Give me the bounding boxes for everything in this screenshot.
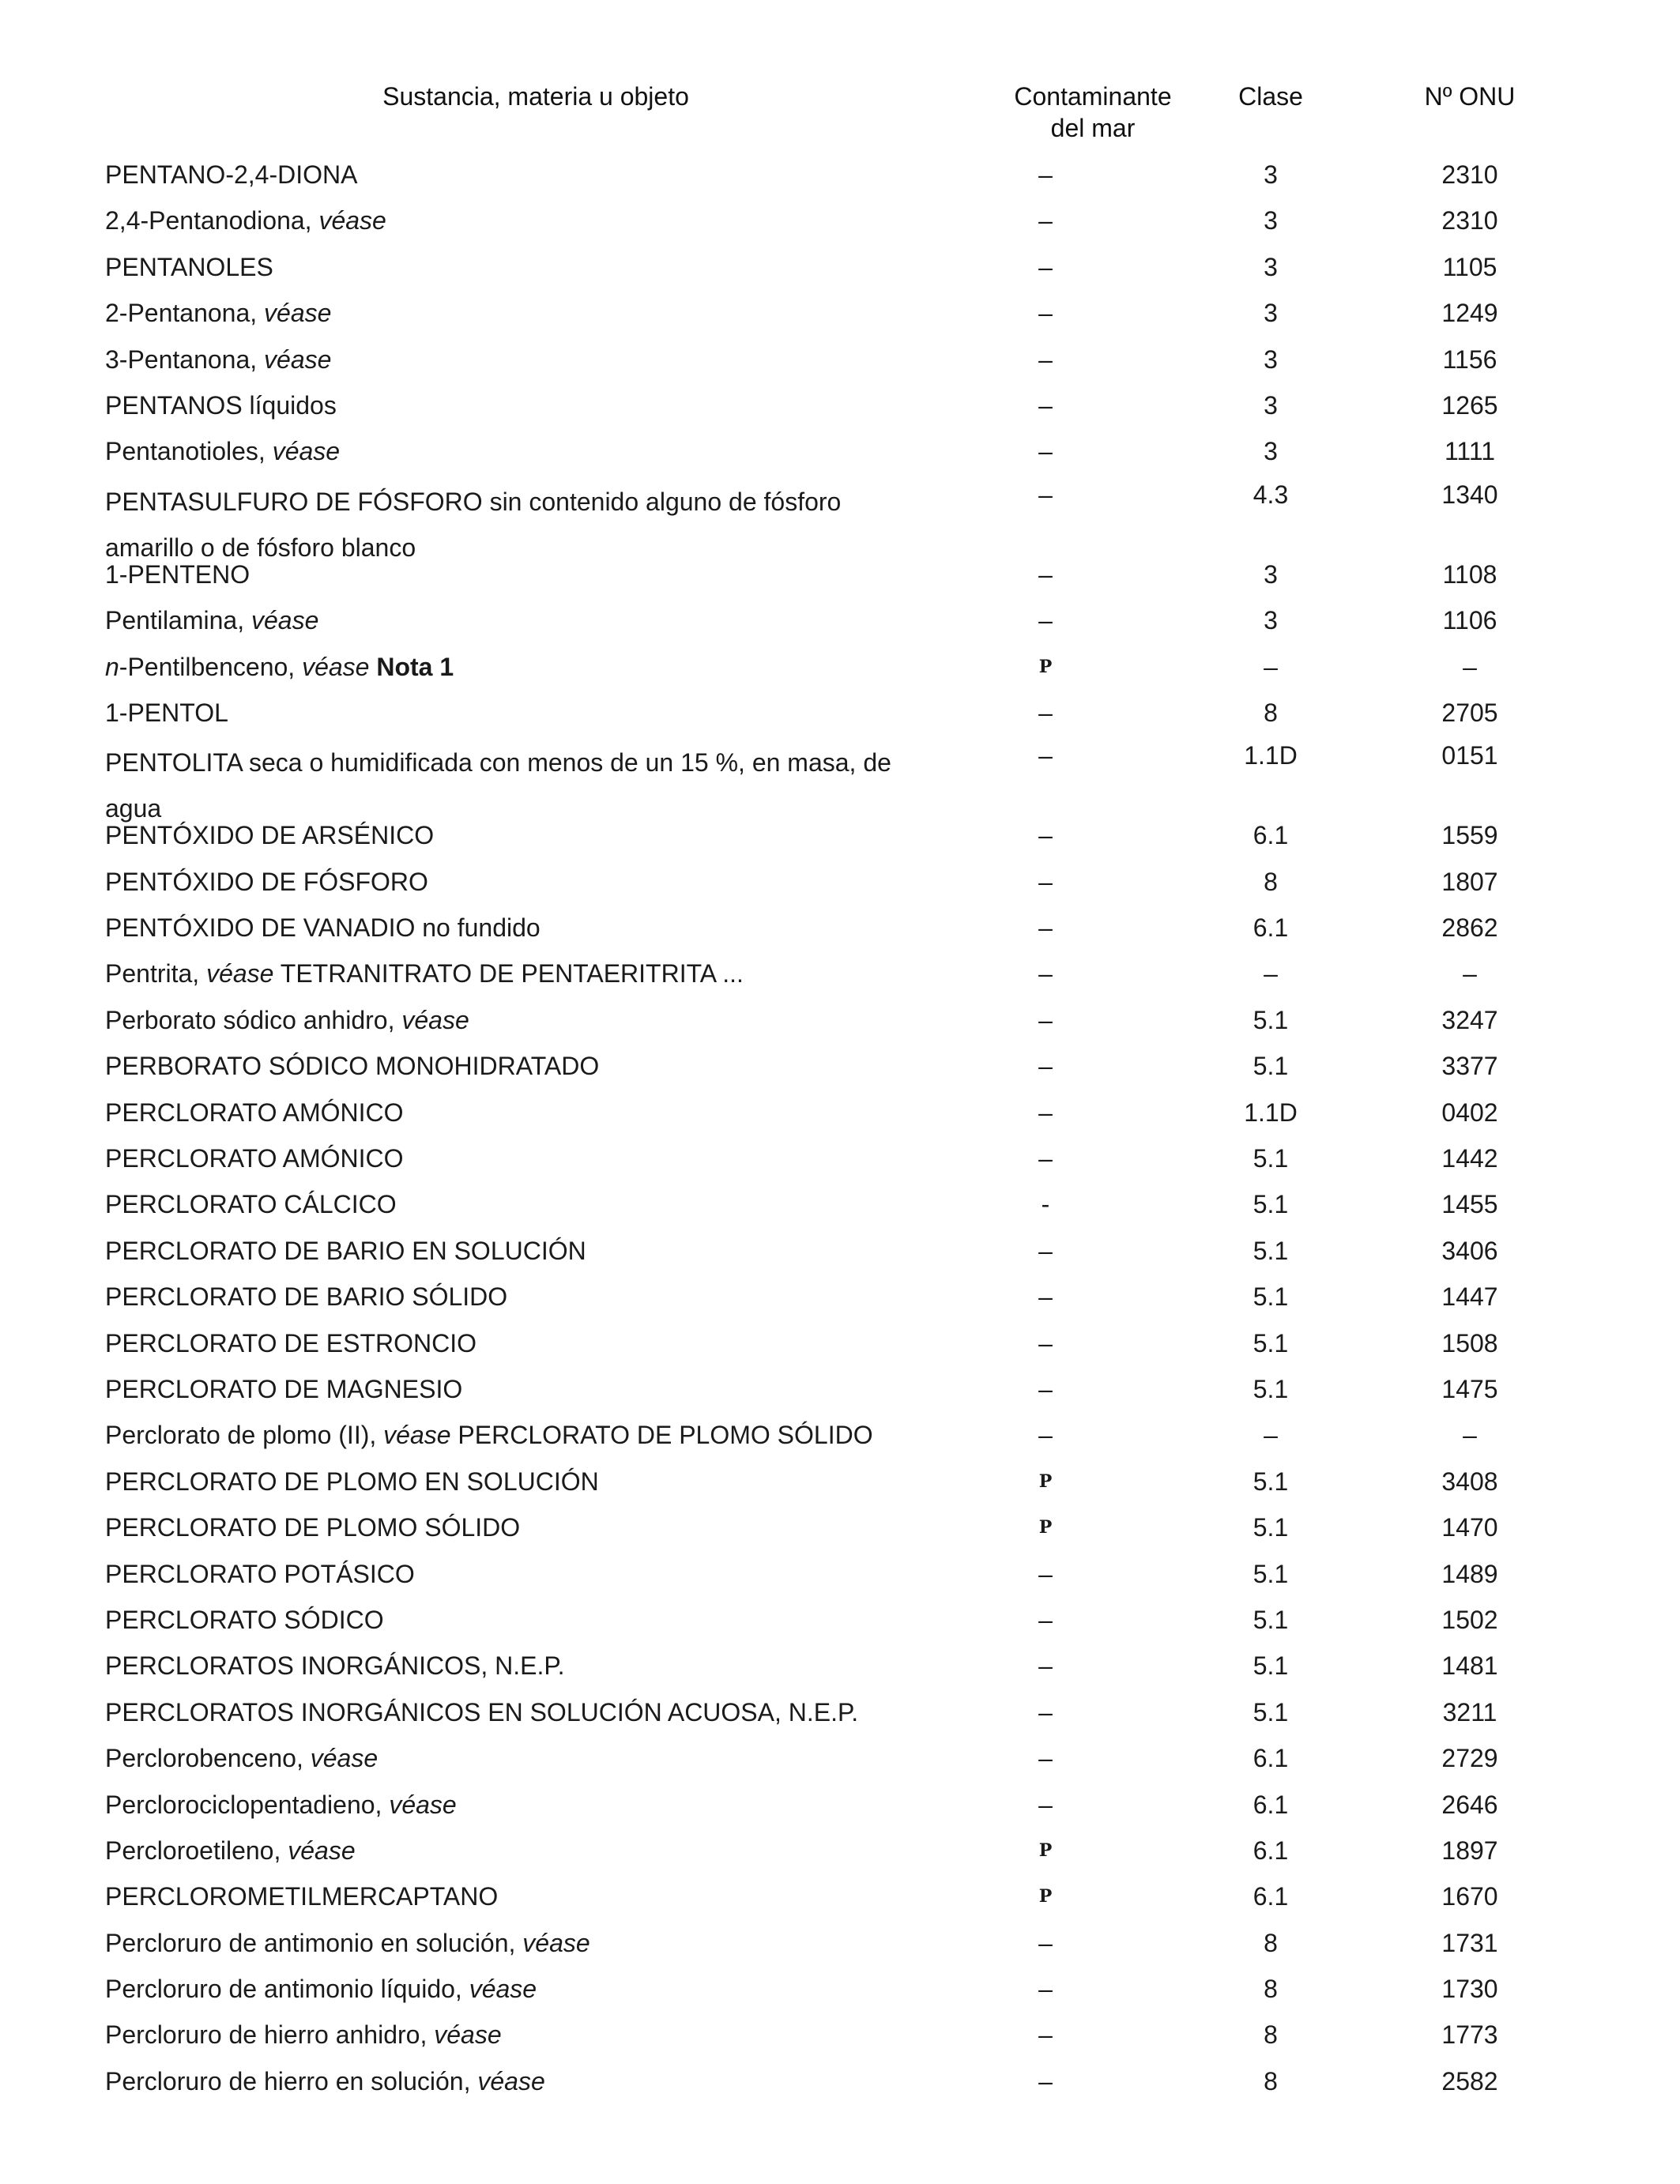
cell-marine-pollutant: – <box>1038 1144 1053 1173</box>
cell-class: 5.1 <box>1252 1190 1289 1219</box>
substance-name: PERCLORATO DE BARIO SÓLIDO <box>105 1282 508 1312</box>
cell-un-number: 1249 <box>1441 299 1498 328</box>
table-row <box>105 552 1564 597</box>
table-row <box>105 475 1564 562</box>
table-row <box>105 1966 1564 2012</box>
cell-marine-pollutant: – <box>1038 206 1053 235</box>
cell-marine-pollutant: – <box>1038 1975 1053 2004</box>
header-marine-pollutant <box>935 81 1251 144</box>
substance-name: Pentanotioles, <box>105 437 266 466</box>
cell-class: 8 <box>1264 2066 1278 2096</box>
cell-marine-pollutant: – <box>1038 913 1053 943</box>
cell-un-number: 3408 <box>1441 1467 1498 1496</box>
see-reference: véase <box>477 2066 545 2096</box>
cell-un-number: 1470 <box>1441 1513 1498 1542</box>
substance-name: PENTANOS líquidos <box>105 390 337 420</box>
see-reference: véase <box>264 345 332 374</box>
see-reference: véase <box>401 1005 469 1034</box>
cell-marine-pollutant: – <box>1038 606 1053 635</box>
table-row <box>105 905 1564 951</box>
table-row <box>105 1828 1564 1873</box>
cell-un-number: 1773 <box>1441 2020 1498 2050</box>
table-row <box>105 290 1564 336</box>
substance-name: 3-Pentanona, <box>105 345 258 374</box>
cell-substance <box>105 859 911 905</box>
cell-un-number: – <box>1463 1421 1477 1450</box>
table-row <box>105 997 1564 1043</box>
table-row <box>105 1782 1564 1828</box>
cell-substance <box>105 905 911 951</box>
cell-marine-pollutant: – <box>1038 299 1053 328</box>
cell-class: 6.1 <box>1252 913 1289 943</box>
cell-substance <box>105 337 911 382</box>
cell-substance <box>105 1412 911 1458</box>
cell-substance <box>105 1597 911 1643</box>
see-reference: véase <box>302 652 370 681</box>
cell-substance <box>105 1551 911 1597</box>
substance-name: -Pentilbenceno, <box>119 652 296 681</box>
cell-marine-pollutant: – <box>1038 1374 1053 1403</box>
table-row <box>105 1920 1564 1966</box>
cell-marine-pollutant: – <box>1038 1236 1053 1265</box>
substance-name: Perborato sódico anhidro, <box>105 1005 395 1034</box>
cell-un-number: – <box>1463 652 1477 681</box>
cell-marine-pollutant: – <box>1038 1421 1053 1450</box>
cell-un-number: 2705 <box>1441 698 1498 727</box>
cell-marine-pollutant: – <box>1038 252 1053 281</box>
cell-class: 6.1 <box>1252 1790 1289 1819</box>
cell-marine-pollutant: – <box>1038 1098 1053 1127</box>
cell-un-number: 3406 <box>1441 1236 1498 1265</box>
cell-marine-pollutant: – <box>1038 1282 1053 1312</box>
cell-substance <box>105 1320 911 1366</box>
substance-name: 1-PENTOL <box>105 698 228 727</box>
cell-substance <box>105 2058 911 2104</box>
header-substance: Sustancia, materia u objeto <box>382 82 689 111</box>
table-row <box>105 1181 1564 1227</box>
cell-class: 5.1 <box>1252 1144 1289 1173</box>
cell-marine-pollutant: – <box>1038 959 1053 988</box>
cell-class: 5.1 <box>1252 1513 1289 1542</box>
cell-class: 5.1 <box>1252 1559 1289 1588</box>
cell-substance <box>105 1828 911 1873</box>
cell-marine-pollutant: – <box>1038 698 1053 727</box>
cell-class: 8 <box>1264 698 1278 727</box>
substance-name: PENTANO-2,4-DIONA <box>105 160 358 189</box>
cell-marine-pollutant: – <box>1038 480 1053 509</box>
table-header <box>105 81 1564 152</box>
substance-name: Perclorato de plomo (II), <box>105 1421 377 1450</box>
substance-name: PENTÓXIDO DE VANADIO no fundido <box>105 913 541 943</box>
cell-marine-pollutant: – <box>1038 1052 1053 1081</box>
substance-name: PENTÓXIDO DE ARSÉNICO <box>105 821 435 850</box>
cell-substance <box>105 1090 911 1135</box>
table-row <box>105 1551 1564 1597</box>
header-pollutant-line2: del mar <box>1050 114 1136 142</box>
cell-class: 3 <box>1264 206 1278 235</box>
cell-substance <box>105 1135 911 1181</box>
table-row <box>105 736 1564 823</box>
see-reference: véase <box>383 1421 451 1450</box>
cell-un-number: 2646 <box>1441 1790 1498 1819</box>
cell-class: 1.1D <box>1244 1098 1298 1127</box>
cell-substance <box>105 1504 911 1550</box>
cell-substance <box>105 690 911 736</box>
cell-marine-pollutant: – <box>1038 559 1053 589</box>
cell-marine-pollutant: – <box>1038 821 1053 850</box>
cell-un-number: 2729 <box>1441 1744 1498 1773</box>
cell-class: – <box>1264 652 1278 681</box>
substance-name: PERCLORATO SÓDICO <box>105 1605 384 1634</box>
cell-class: 5.1 <box>1252 1005 1289 1034</box>
cell-un-number: 2310 <box>1441 160 1498 189</box>
substance-name: PENTANOLES <box>105 252 273 281</box>
substance-name: PERCLORATOS INORGÁNICOS, N.E.P. <box>105 1651 565 1681</box>
cell-substance <box>105 428 911 474</box>
cell-substance <box>105 290 911 336</box>
substance-name: Percloroetileno, <box>105 1836 281 1865</box>
see-reference: véase <box>389 1790 457 1819</box>
table-row <box>105 812 1564 858</box>
cell-marine-pollutant: – <box>1038 1928 1053 1957</box>
table-row <box>105 1597 1564 1643</box>
table-row <box>105 1643 1564 1689</box>
cell-un-number: 1559 <box>1441 821 1498 850</box>
cell-marine-pollutant: – <box>1038 1005 1053 1034</box>
cell-marine-pollutant: – <box>1038 867 1053 896</box>
cell-substance <box>105 1735 911 1781</box>
cell-un-number: 1489 <box>1441 1559 1498 1588</box>
cell-un-number: 1475 <box>1441 1374 1498 1403</box>
cell-class: 8 <box>1264 1975 1278 2004</box>
cell-un-number: 3211 <box>1442 1697 1497 1726</box>
cell-substance <box>105 997 911 1043</box>
table-row <box>105 1090 1564 1135</box>
substance-name: Percloruro de antimonio en solución, <box>105 1928 516 1957</box>
substance-name: Percloruro de antimonio líquido, <box>105 1975 462 2004</box>
cell-un-number: 1156 <box>1442 345 1497 374</box>
cell-substance <box>105 951 911 996</box>
substance-name: PERCLORATO DE PLOMO SÓLIDO <box>105 1513 521 1542</box>
substance-name: PERCLORATO AMÓNICO <box>105 1098 404 1127</box>
cell-class: 5.1 <box>1252 1052 1289 1081</box>
cell-class: 4.3 <box>1252 480 1289 509</box>
substance-name: PENTOLITA seca o humidificada con menos de un 15 %, en masa, de agua <box>105 748 891 823</box>
cell-marine-pollutant: – <box>1038 1559 1053 1588</box>
substance-name: 1-PENTENO <box>105 559 250 589</box>
substance-name: PERCLOROMETILMERCAPTANO <box>105 1882 499 1911</box>
cell-substance <box>105 1966 911 2012</box>
cell-un-number: 1508 <box>1441 1328 1498 1357</box>
substance-name: PERCLORATO CÁLCICO <box>105 1190 397 1219</box>
table-body <box>105 152 1564 2104</box>
cell-substance <box>105 1920 911 1966</box>
table-row <box>105 1228 1564 1274</box>
table-row <box>105 1873 1564 1919</box>
table-row <box>105 1689 1564 1735</box>
cell-class: 5.1 <box>1252 1651 1289 1681</box>
cell-class: 5.1 <box>1252 1467 1289 1496</box>
substance-table <box>105 81 1564 2104</box>
cell-substance <box>105 152 911 198</box>
substance-name: PERCLORATO DE PLOMO EN SOLUCIÓN <box>105 1467 599 1496</box>
substance-name: PENTÓXIDO DE FÓSFORO <box>105 867 428 896</box>
cell-substance <box>105 2012 911 2058</box>
see-reference: véase <box>310 1744 379 1773</box>
header-pollutant-line1: Contaminante <box>1014 82 1172 111</box>
cell-marine-pollutant: – <box>1038 1790 1053 1819</box>
cell-un-number: 1502 <box>1441 1605 1498 1634</box>
see-target: Nota 1 <box>376 652 454 681</box>
cell-class: 8 <box>1264 867 1278 896</box>
cell-class: 6.1 <box>1252 1744 1289 1773</box>
substance-name: Pentilamina, <box>105 606 245 635</box>
cell-class: 5.1 <box>1252 1374 1289 1403</box>
substance-name: PERCLORATO POTÁSICO <box>105 1559 415 1588</box>
cell-un-number: 1265 <box>1441 390 1498 420</box>
substance-name: PENTASULFURO DE FÓSFORO sin contenido alguno de fósforo amarillo o de fósforo blanco <box>105 487 842 562</box>
cell-un-number: 0151 <box>1441 741 1498 770</box>
cell-class: 6.1 <box>1252 821 1289 850</box>
substance-name: 2-Pentanona, <box>105 299 258 328</box>
cell-substance <box>105 244 911 290</box>
cell-marine-pollutant: P <box>1038 1470 1053 1492</box>
cell-class: 3 <box>1264 437 1278 466</box>
cell-substance <box>105 1228 911 1274</box>
cell-substance <box>105 1043 911 1089</box>
substance-name: PERBORATO SÓDICO MONOHIDRATADO <box>105 1052 600 1081</box>
cell-un-number: 1670 <box>1441 1882 1498 1911</box>
cell-marine-pollutant: – <box>1038 1697 1053 1726</box>
cell-marine-pollutant: – <box>1038 1651 1053 1681</box>
table-row <box>105 1043 1564 1089</box>
substance-name: Perclorobenceno, <box>105 1744 303 1773</box>
table-row <box>105 1135 1564 1181</box>
cell-class: 3 <box>1264 559 1278 589</box>
cell-substance <box>105 1689 911 1735</box>
substance-name: 2,4-Pentanodiona, <box>105 206 312 235</box>
cell-marine-pollutant: – <box>1038 1744 1053 1773</box>
table-row <box>105 2012 1564 2058</box>
cell-marine-pollutant: – <box>1038 741 1053 770</box>
substance-name: Percloruro de hierro en solución, <box>105 2066 471 2096</box>
see-reference: véase <box>206 959 274 988</box>
cell-substance <box>105 198 911 243</box>
substance-name: PERCLORATO DE ESTRONCIO <box>105 1328 477 1357</box>
cell-marine-pollutant: – <box>1038 1328 1053 1357</box>
see-reference: véase <box>264 299 332 328</box>
cell-un-number: 0402 <box>1441 1098 1498 1127</box>
cell-un-number: 1455 <box>1441 1190 1498 1219</box>
see-reference: véase <box>434 2020 502 2050</box>
cell-un-number: 3377 <box>1441 1052 1498 1081</box>
substance-prefix: n <box>105 652 119 681</box>
cell-un-number: 1481 <box>1441 1651 1498 1681</box>
cell-marine-pollutant: P <box>1038 1886 1053 1907</box>
table-row <box>105 1274 1564 1320</box>
cell-class: 5.1 <box>1252 1328 1289 1357</box>
table-row <box>105 644 1564 690</box>
cell-substance <box>105 1643 911 1689</box>
table-row <box>105 1504 1564 1550</box>
cell-marine-pollutant: – <box>1038 437 1053 466</box>
header-un-number: Nº ONU <box>1424 82 1516 111</box>
cell-un-number: 3247 <box>1441 1005 1498 1034</box>
cell-substance <box>105 382 911 428</box>
cell-class: 5.1 <box>1252 1282 1289 1312</box>
table-row <box>105 2058 1564 2104</box>
see-reference: véase <box>318 206 386 235</box>
table-row <box>105 1735 1564 1781</box>
cell-class: 1.1D <box>1244 741 1298 770</box>
table-row <box>105 382 1564 428</box>
table-row <box>105 337 1564 382</box>
cell-substance <box>105 1873 911 1919</box>
cell-un-number: 1108 <box>1442 559 1497 589</box>
see-reference: véase <box>469 1975 537 2004</box>
cell-marine-pollutant: P <box>1038 1839 1053 1861</box>
see-reference: véase <box>522 1928 590 1957</box>
cell-class: 6.1 <box>1252 1836 1289 1865</box>
cell-marine-pollutant: - <box>1041 1190 1050 1219</box>
cell-un-number: 1106 <box>1442 606 1497 635</box>
cell-class: 5.1 <box>1252 1697 1289 1726</box>
cell-class: 6.1 <box>1252 1882 1289 1911</box>
substance-name: Pentrita, <box>105 959 200 988</box>
cell-marine-pollutant: – <box>1038 345 1053 374</box>
cell-marine-pollutant: – <box>1038 2066 1053 2096</box>
table-row <box>105 859 1564 905</box>
cell-marine-pollutant: – <box>1038 390 1053 420</box>
cell-un-number: 1447 <box>1441 1282 1498 1312</box>
substance-name: PERCLORATOS INORGÁNICOS EN SOLUCIÓN ACUOSA, N.E.P. <box>105 1697 859 1726</box>
cell-marine-pollutant: – <box>1038 160 1053 189</box>
cell-substance <box>105 597 911 643</box>
cell-substance <box>105 1366 911 1412</box>
table-row <box>105 1459 1564 1504</box>
table-row <box>105 1366 1564 1412</box>
cell-substance <box>105 552 911 597</box>
cell-class: 3 <box>1264 252 1278 281</box>
cell-un-number: 1105 <box>1442 252 1497 281</box>
substance-name: PERCLORATO DE MAGNESIO <box>105 1374 463 1403</box>
table-row <box>105 244 1564 290</box>
cell-class: 3 <box>1264 299 1278 328</box>
cell-un-number: 1897 <box>1441 1836 1498 1865</box>
cell-class: – <box>1264 959 1278 988</box>
see-reference: véase <box>250 606 319 635</box>
cell-un-number: 1340 <box>1441 480 1498 509</box>
header-class: Clase <box>1238 82 1303 111</box>
table-row <box>105 152 1564 198</box>
cell-un-number: 1730 <box>1441 1975 1498 2004</box>
table-row <box>105 198 1564 243</box>
cell-un-number: 2310 <box>1441 206 1498 235</box>
cell-class: 3 <box>1264 390 1278 420</box>
cell-class: 3 <box>1264 160 1278 189</box>
table-row <box>105 1412 1564 1458</box>
cell-substance <box>105 812 911 858</box>
cell-class: 8 <box>1264 1928 1278 1957</box>
cell-marine-pollutant: – <box>1038 1605 1053 1634</box>
substance-name: PERCLORATO DE BARIO EN SOLUCIÓN <box>105 1236 586 1265</box>
cell-class: – <box>1264 1421 1278 1450</box>
cell-marine-pollutant: – <box>1038 2020 1053 2050</box>
cell-substance <box>105 1782 911 1828</box>
cell-marine-pollutant: P <box>1038 656 1053 677</box>
table-row <box>105 428 1564 474</box>
cell-substance <box>105 644 911 690</box>
cell-substance <box>105 1459 911 1504</box>
cell-un-number: 2862 <box>1441 913 1498 943</box>
cell-un-number: 1111 <box>1444 437 1496 466</box>
see-target: PERCLORATO DE PLOMO SÓLIDO <box>458 1421 873 1450</box>
cell-class: 3 <box>1264 606 1278 635</box>
see-reference: véase <box>272 437 341 466</box>
substance-name: PERCLORATO AMÓNICO <box>105 1144 404 1173</box>
see-target: TETRANITRATO DE PENTAERITRITA ... <box>280 959 744 988</box>
table-row <box>105 1320 1564 1366</box>
cell-un-number: 1731 <box>1441 1928 1498 1957</box>
substance-name: Percloruro de hierro anhidro, <box>105 2020 428 2050</box>
cell-un-number: 1442 <box>1441 1144 1498 1173</box>
cell-class: 8 <box>1264 2020 1278 2050</box>
cell-substance <box>105 1181 911 1227</box>
substance-name: Perclorociclopentadieno, <box>105 1790 382 1819</box>
cell-un-number: 1807 <box>1441 867 1498 896</box>
cell-class: 5.1 <box>1252 1236 1289 1265</box>
table-row <box>105 597 1564 643</box>
table-row <box>105 951 1564 996</box>
cell-un-number: 2582 <box>1441 2066 1498 2096</box>
cell-substance <box>105 1274 911 1320</box>
cell-un-number: – <box>1463 959 1477 988</box>
cell-class: 3 <box>1264 345 1278 374</box>
cell-class: 5.1 <box>1252 1605 1289 1634</box>
table-row <box>105 690 1564 736</box>
see-reference: véase <box>288 1836 356 1865</box>
cell-marine-pollutant: P <box>1038 1517 1053 1538</box>
